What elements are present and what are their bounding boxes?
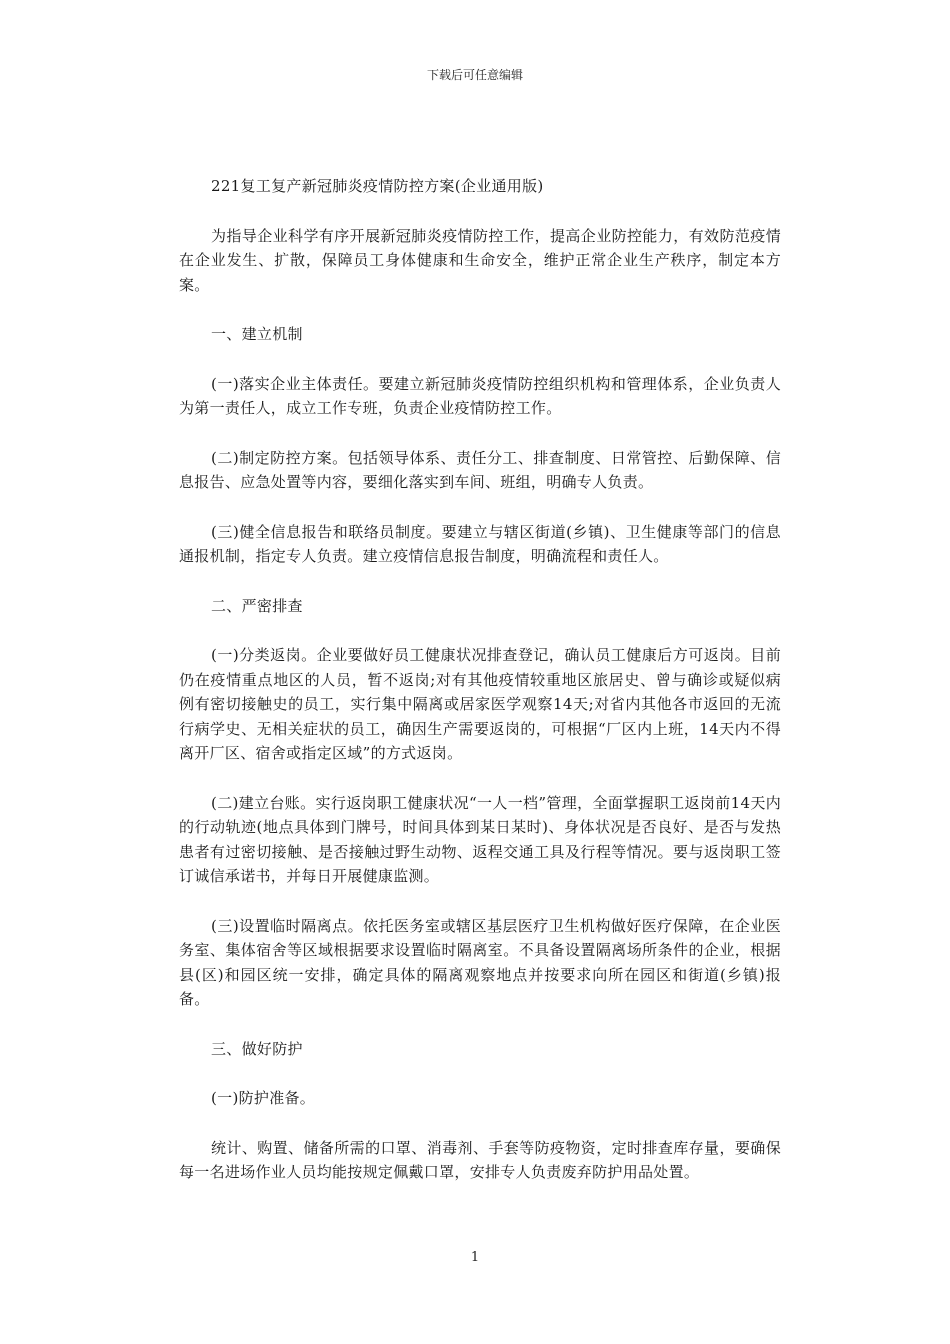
paragraph: (二)制定防控方案。包括领导体系、责任分工、排查制度、日常管控、后勤保障、信息报告、应急处置等内容，要细化落实到车间、班组，明确专人负责。: [179, 448, 781, 491]
section-heading: 二、严密排查: [211, 596, 303, 615]
document-body: [179, 174, 781, 1210]
page-number: 1: [470, 1250, 480, 1265]
intro-paragraph: 为指导企业科学有序开展新冠肺炎疫情防控工作，提高企业防控能力，有效防范疫情在企业发生、扩散，保障员工身体健康和生命安全，维护正常企业生产秩序，制定本方案。: [179, 226, 781, 294]
subsection-heading: (一)防护准备。: [211, 1089, 316, 1107]
section-heading: 三、做好防护: [211, 1039, 303, 1058]
paragraph: (一)落实企业主体责任。要建立新冠肺炎疫情防控组织机构和管理体系，企业负责人为第一责任人，成立工作专班，负责企业疫情防控工作。: [179, 374, 781, 417]
section-heading: 一、建立机制: [211, 325, 303, 343]
paragraph: (二)建立台账。实行返岗职工健康状况“一人一档”管理，全面掌握职工返岗前14天内的行动轨迹(地点具体到门牌号，时间具体到某日某时)、身体状况是否良好、是否与发热患者有过密切接触、是否接触过野生动物、返程交通工具及行程等情况。要与返岗职工签订诚信承诺书，并每日开展健康监测。: [179, 793, 781, 885]
page-header: 下载后可任意编辑: [426, 68, 523, 82]
paragraph: (三)设置临时隔离点。依托医务室或辖区基层医疗卫生机构做好医疗保障，在企业医务室、集体宿舍等区域根据要求设置临时隔离室。不具备设置隔离场所条件的企业，根据县(区)和园区统一安排，确定具体的隔离观察地点并按要求向所在园区和街道(乡镇)报备。: [179, 916, 781, 1008]
document-title: 221复工复产新冠肺炎疫情防控方案(企业通用版): [211, 177, 544, 195]
paragraph: 统计、购置、储备所需的口罩、消毒剂、手套等防疫物资，定时排查库存量，要确保每一名进场作业人员均能按规定佩戴口罩，安排专人负责废弃防护用品处置。: [179, 1138, 781, 1181]
paragraph: (一)分类返岗。企业要做好员工健康状况排查登记，确认员工健康后方可返岗。目前仍在疫情重点地区的人员，暂不返岗;对有其他疫情较重地区旅居史、曾与确诊或疑似病例有密切接触史的员工，实行集中隔离或居家医学观察14天;对省内其他各市返回的无流行病学史、无相关症状的员工，确因生产需要返岗的，可根据“厂区内上班，14天内不得离开厂区、宿舍或指定区域”的方式返岗。: [179, 646, 781, 762]
paragraph: (三)健全信息报告和联络员制度。要建立与辖区街道(乡镇)、卫生健康等部门的信息通报机制，指定专人负责。建立疫情信息报告制度，明确流程和责任人。: [179, 522, 781, 565]
